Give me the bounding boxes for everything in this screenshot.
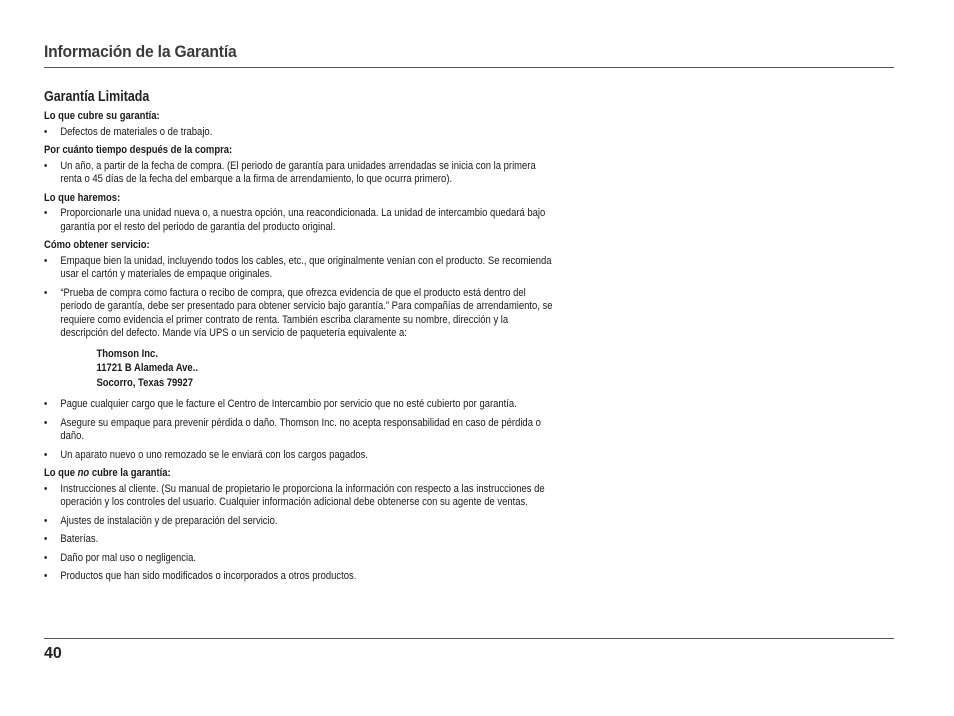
section-title: Garantía Limitada — [44, 89, 150, 105]
mailing-address — [44, 347, 553, 391]
list-item-text: Pague cualquier cargo que le facture el Centro de Intercambio por servicio que no esté cubierto por garantía. — [60, 398, 517, 410]
list-item-text: Empaque bien la unidad, incluyendo todos los cables, etc., que originalmente venían con el producto. Se recomienda usar el cartón y materiales de empaque originales. — [60, 254, 552, 280]
list-item — [44, 398, 553, 412]
list-item-text: Asegure su empaque para prevenir pérdida o daño. Thomson Inc. no acepta responsabilidad en caso de pérdida o daño. — [60, 416, 541, 442]
bullet-icon: • — [44, 398, 48, 410]
covers-heading: Lo que cubre su garantía: — [44, 110, 160, 122]
list-item — [44, 287, 553, 341]
footer-divider — [44, 638, 894, 639]
page-title: Información de la Garantía — [44, 42, 237, 61]
bullet-icon: • — [44, 551, 48, 564]
not-covered-heading-pre: Lo que — [44, 467, 78, 479]
list-item — [44, 449, 553, 463]
address-line: Socorro, Texas 79927 — [96, 376, 194, 389]
bullet-icon: • — [44, 125, 48, 138]
warranty-body — [44, 88, 553, 589]
list-item — [44, 160, 553, 187]
list-item-text: Un año, a partir de la fecha de compra. (El periodo de garantía para unidades arrendadas se inicia con la primera renta o 45 días de la fecha del embarque a la firma de arrendamiento, lo que ocurra primero). — [60, 159, 536, 185]
not-covered-heading-post: cubre la garantía: — [89, 467, 171, 479]
list-item — [44, 515, 553, 529]
not-covered-heading-em: no — [77, 467, 90, 479]
list-item — [44, 533, 553, 547]
page-number: 40 — [44, 645, 62, 662]
bullet-icon: • — [44, 207, 48, 219]
bullet-icon: • — [44, 286, 48, 299]
bullet-icon: • — [44, 533, 48, 545]
list-item-text: Ajustes de instalación y de preparación del servicio. — [60, 514, 278, 527]
list-item — [44, 255, 553, 282]
bullet-icon: • — [44, 159, 48, 172]
warranty-content — [44, 88, 554, 589]
covers-list — [44, 126, 553, 140]
bullet-icon: • — [44, 482, 48, 495]
list-item-text: Daño por mal uso o negligencia. — [60, 551, 197, 564]
list-item — [44, 207, 553, 234]
list-item-text: Productos que han sido modificados o incorporados a otros productos. — [60, 570, 357, 582]
bullet-icon: • — [44, 448, 48, 461]
list-item — [44, 126, 553, 140]
service-heading: Cómo obtener servicio: — [44, 239, 150, 251]
list-item-text: “Prueba de compra como factura o recibo de compra, que ofrezca evidencia de que el producto está dentro del periodo de garantía, debe ser presentado para obtener servicio bajo garantía.” Para compañías de arrendamiento, se requiere como evidencia el primer contrato de renta. También escriba claramente su nombre, dirección y la descripción del defecto. Mande vía UPS o un servicio de paquetería equivalente a: — [60, 286, 553, 339]
bullet-icon: • — [44, 416, 48, 429]
list-item — [44, 483, 553, 510]
service-list-a — [44, 255, 553, 341]
list-item-text: Proporcionarle una unidad nueva o, a nuestra opción, una reacondicionada. La unidad de intercambio quedará bajo garantía por el resto del periodo de garantía del producto original. — [60, 207, 546, 233]
period-heading: Por cuánto tiempo después de la compra: — [44, 144, 233, 156]
address-line: 11721 B Alameda Ave.. — [96, 362, 198, 374]
list-item — [44, 552, 553, 566]
list-item-text: Baterías. — [60, 533, 99, 545]
list-item-text: Defectos de materiales o de trabajo. — [60, 125, 213, 138]
what-we-do-list — [44, 207, 553, 234]
bullet-icon: • — [44, 254, 48, 267]
list-item-text: Instrucciones al cliente. (Su manual de propietario le proporciona la información con respecto a las instrucciones de operación y los controles del usuario. Cualquier información adicional debe obtenerse con su agente de ventas. — [60, 482, 545, 508]
bullet-icon: • — [44, 514, 48, 527]
what-we-do-heading: Lo que haremos: — [44, 191, 121, 204]
list-item — [44, 570, 553, 584]
address-line: Thomson Inc. — [96, 347, 158, 360]
list-item-text: Un aparato nuevo o uno remozado se le enviará con los cargos pagados. — [60, 448, 368, 461]
not-covered-heading — [44, 467, 553, 481]
service-list-b — [44, 398, 553, 462]
period-list — [44, 160, 553, 187]
list-item — [44, 417, 553, 444]
bullet-icon: • — [44, 570, 48, 582]
not-covered-list — [44, 483, 553, 584]
header-divider — [44, 67, 894, 68]
